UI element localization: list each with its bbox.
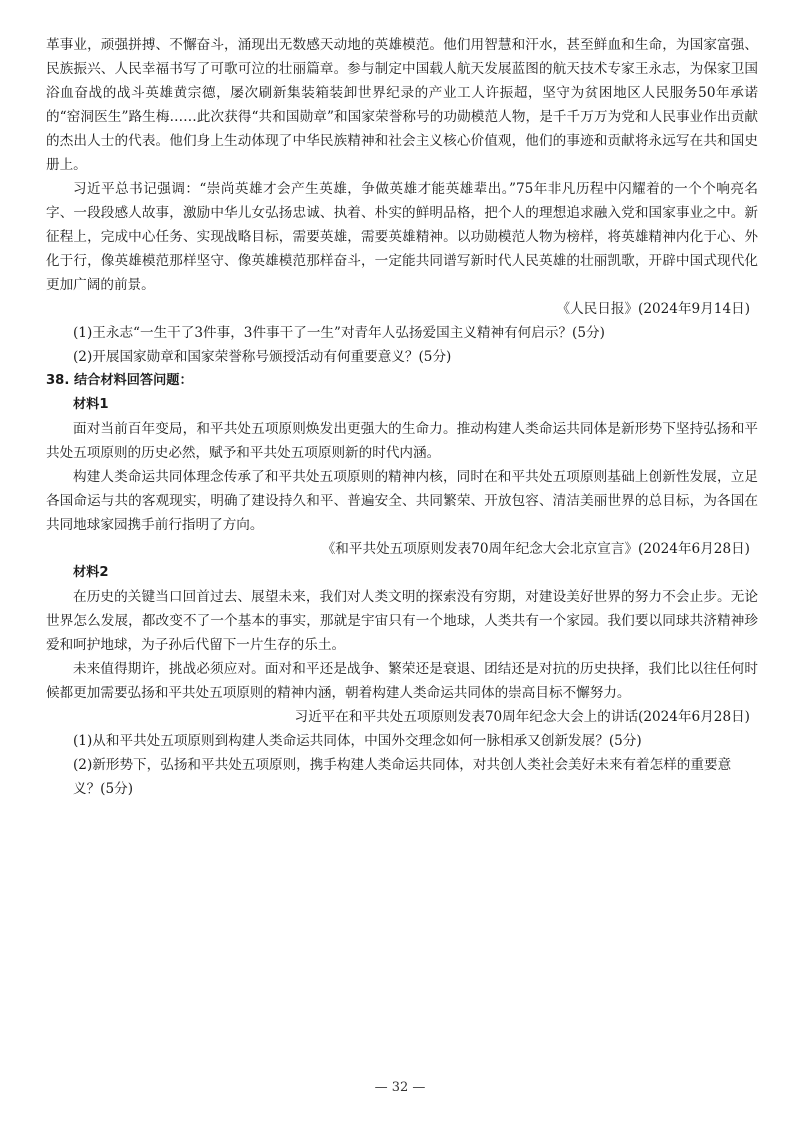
material-1-source: 《和平共处五项原则发表70周年纪念大会北京宣言》(2024年6月28日) [321,541,750,557]
page-number: — 32 — [374,1080,426,1095]
question-38-heading: 38. 结合材料回答问题： [46,373,193,388]
material-1-label: 材料1 [73,397,109,412]
question-38-1: (1)从和平共处五项原则到构建人类命运共同体，中国外交理念如何一脉相承又创新发展？(5分) [73,733,642,749]
material-2-label: 材料2 [73,565,109,580]
material-2-source: 习近平在和平共处五项原则发表70周年纪念大会上的讲话(2024年6月28日) [294,709,750,725]
section37-paragraph-2: 习近平总书记强调：“崇尚英雄才会产生英雄，争做英雄才能英雄辈出。”75年非凡历程中闪耀着的一个个响亮名字、一段段感人故事，激励中华儿女弘扬忠诚、执着、朴实的鲜明品格，把个人的理想追求融入党和国家事业之中。新征程上，完成中心任务、实现战略目标，需要英雄，需要英雄精神。以功勋模范人物为榜样，将英雄精神内化于心、外化于行，像英雄模范那样坚守、像英雄模范那样奋斗，一定能共同谱写新时代人民英雄的壮丽凯歌，开辟中国式现代化更加广阔的前景。 [46,181,758,293]
material-2-paragraph-2: 未来值得期许，挑战必须应对。面对和平还是战争、繁荣还是衰退、团结还是对抗的历史抉择，我们比以往任何时候都更加需要弘扬和平共处五项原则的精神内涵，朝着构建人类命运共同体的崇高目标不懈努力。 [46,661,758,701]
section37-question-2: (2)开展国家勋章和国家荣誉称号颁授活动有何重要意义？(5分) [73,349,452,365]
material-1-paragraph-1: 面对当前百年变局，和平共处五项原则焕发出更强大的生命力。推动构建人类命运共同体是新形势下坚持弘扬和平共处五项原则的历史必然，赋予和平共处五项原则新的时代内涵。 [46,421,758,461]
material-2-paragraph-1: 在历史的关键当口回首过去、展望未来，我们对人类文明的探索没有穷期，对建设美好世界的努力不会止步。无论世界怎么发展，都改变不了一个基本的事实，那就是宇宙只有一个地球，人类共有一个家园。我们要以同球共济精神珍爱和呵护地球，为子孙后代留下一片生存的乐土。 [46,589,758,653]
section37-source: 《人民日报》(2024年9月14日) [556,301,750,317]
section37-question-1: (1)王永志“一生干了3件事，3件事干了一生”对青年人弘扬爱国主义精神有何启示？(5分) [73,325,605,341]
question-38-2: (2)新形势下，弘扬和平共处五项原则，携手构建人类命运共同体，对共创人类社会美好未来有着怎样的重要意义？(5分) [73,757,732,797]
page-content [46,33,758,801]
material-1-paragraph-2: 构建人类命运共同体理念传承了和平共处五项原则的精神内核，同时在和平共处五项原则基础上创新性发展，立足各国命运与共的客观现实，明确了建设持久和平、普遍安全、共同繁荣、开放包容、清洁美丽世界的总目标，为各国在共同地球家园携手前行指明了方向。 [46,469,758,533]
section37-paragraph-1: 革事业，顽强拼搏、不懈奋斗，涌现出无数感天动地的英雄模范。他们用智慧和汗水，甚至鲜血和生命，为国家富强、民族振兴、人民幸福书写了可歌可泣的壮丽篇章。参与制定中国载人航天发展蓝图的航天技术专家王永志，为保家卫国浴血奋战的战斗英雄黄宗德，屡次刷新集装箱装卸世界纪录的产业工人许振超，坚守为贫困地区人民服务50年承诺的“窑洞医生”路生梅……此次获得“共和国勋章”和国家荣誉称号的功勋模范人物，是千千万万为党和人民事业作出贡献的杰出人士的代表。他们身上生动体现了中华民族精神和社会主义核心价值观，他们的事迹和贡献将永远写在共和国史册上。 [46,37,758,173]
